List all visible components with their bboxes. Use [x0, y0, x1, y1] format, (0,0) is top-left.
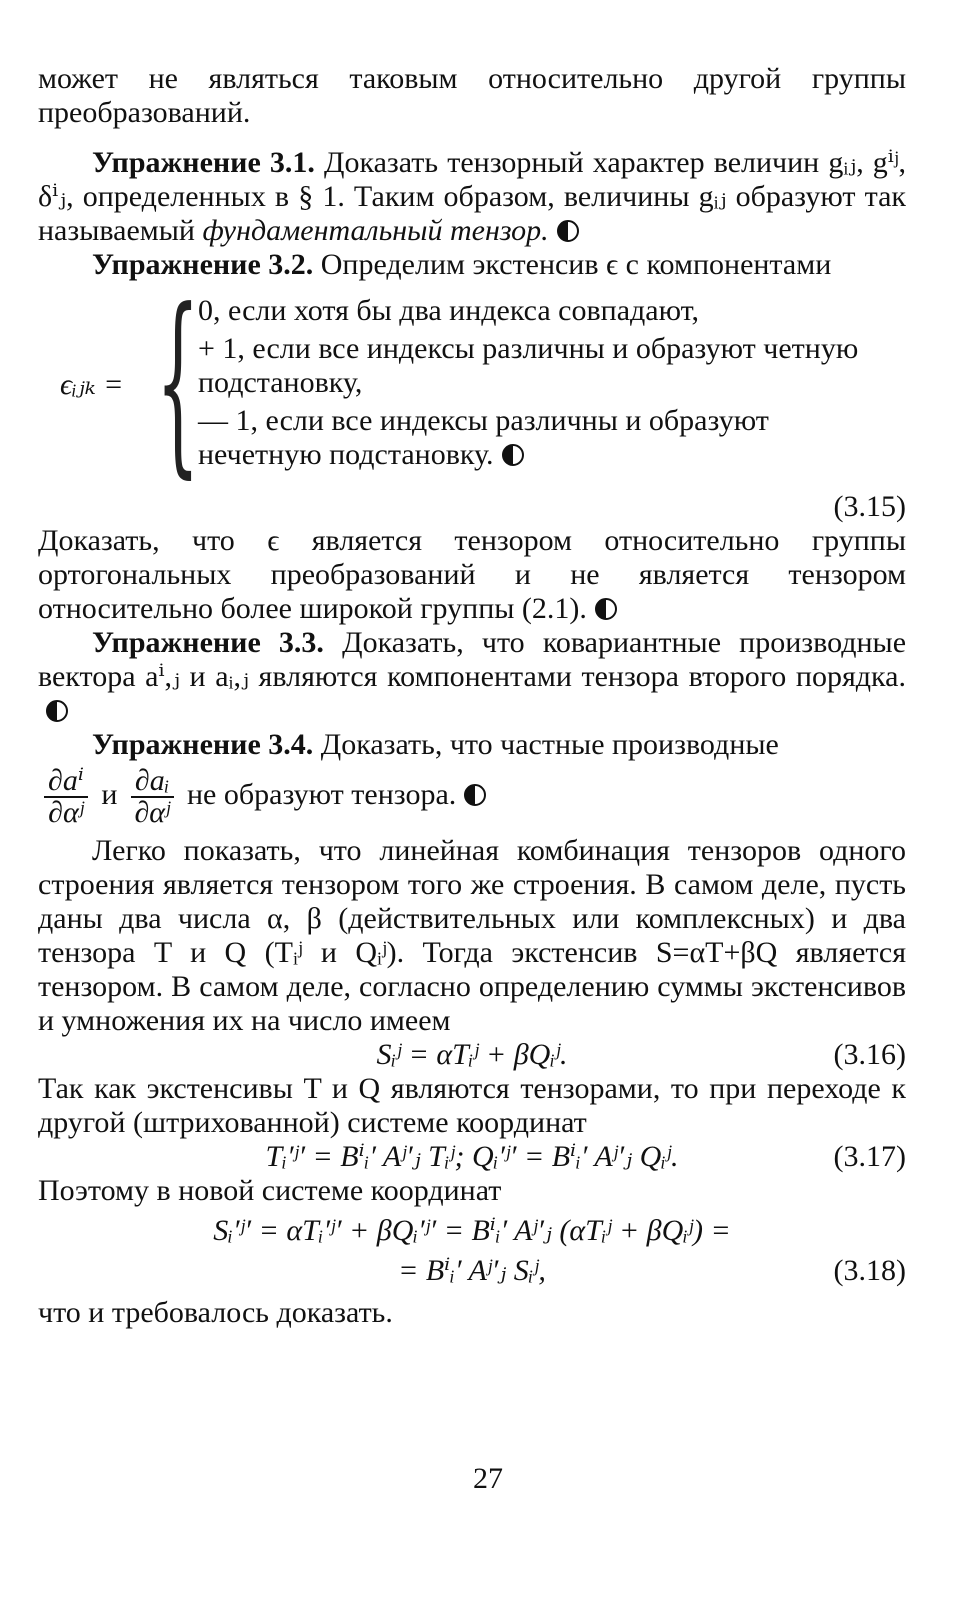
- equation-number: (3.15): [833, 490, 906, 523]
- piecewise-definition: [38, 268, 906, 496]
- exercise-title: Упражнение 3.1.: [92, 146, 315, 179]
- formula-text: Tᵢ′ʲ′ = Bⁱᵢ′ Aʲ′ⱼ Tᵢʲ; Qᵢ′ʲ′ = Bⁱᵢ′ Aʲ′ⱼ Qᵢʲ.: [265, 1140, 679, 1173]
- case-row: [198, 404, 888, 472]
- fraction: [44, 766, 88, 828]
- paragraph-prove: [38, 524, 906, 626]
- page-body: [38, 62, 906, 1330]
- formula-3-18-line-2: [38, 1254, 906, 1288]
- numerator: ∂aᵢ: [131, 766, 174, 798]
- fraction: [131, 766, 174, 828]
- half-moon-icon: [502, 444, 524, 466]
- half-moon-icon: [464, 784, 486, 806]
- half-moon-icon: [557, 220, 579, 242]
- exercise-title: Упражнение 3.4.: [92, 728, 314, 761]
- exercise-3-3: [38, 626, 906, 728]
- conjunction: и: [101, 777, 118, 811]
- exercise-text: Доказать, что ковариантные производные вектора aⁱ,ⱼ и aᵢ,ⱼ являются компонентами тензора второго порядка.: [38, 626, 907, 693]
- exercise-3-4: [38, 728, 906, 762]
- paragraph-transformation: Так как экстенсивы T и Q являются тензорами, то при переходе к другой (штрихованной) системе координат: [38, 1072, 906, 1139]
- formula-3-18-line-1: Sᵢ′ʲ′ = αTᵢ′ʲ′ + βQᵢ′ʲ′ = Bⁱᵢ′ Aʲ′ⱼ (αTᵢʲ + βQᵢʲ) =: [213, 1214, 731, 1247]
- exercise-text: Доказать, что частные производные: [320, 728, 779, 761]
- exercise-text: Определим экстенсив ϵ с компонентами: [320, 248, 832, 281]
- half-moon-icon: [595, 598, 617, 620]
- case-row: + 1, если все индексы различны и образуют четную подстановку,: [198, 332, 859, 399]
- case-rows: [198, 294, 888, 476]
- page-number: 27: [473, 1462, 503, 1495]
- exercise-text: Доказать тензорный характер величин gᵢⱼ, gⁱʲ, δⁱⱼ, определенных в § 1. Таким образом, величины gᵢⱼ образуют так называемый: [38, 146, 907, 247]
- exercise-end: не образуют тензора.: [187, 777, 457, 811]
- paragraph-conclusion: что и требовалось доказать.: [38, 1296, 393, 1329]
- exercise-title: Упражнение 3.2.: [92, 248, 314, 281]
- fraction-line: [38, 766, 906, 828]
- half-moon-icon: [46, 700, 68, 722]
- numerator: ∂aⁱ: [44, 766, 88, 798]
- epsilon-lhs: ϵᵢⱼₖ =: [60, 368, 124, 401]
- prove-text: Доказать, что ϵ является тензором относительно группы ортогональных преобразований и не является тензором относительно более широкой группы (2.1).: [38, 524, 906, 625]
- formula-text: = Bⁱᵢ′ Aʲ′ⱼ Sᵢʲ,: [398, 1254, 546, 1287]
- exercise-italic: фундаментальный тензор.: [202, 214, 549, 247]
- formula-3-17: [38, 1140, 906, 1174]
- exercise-title: Упражнение 3.3.: [92, 626, 324, 659]
- equation-number: (3.18): [833, 1254, 906, 1287]
- paragraph-intro: может не являться таковым относительно другой группы преобразований.: [38, 62, 906, 129]
- case-text: — 1, если все индексы различны и образуют нечетную подстановку.: [198, 404, 769, 471]
- paragraph-new-system: Поэтому в новой системе координат: [38, 1174, 502, 1207]
- left-brace: {: [156, 268, 200, 496]
- denominator: ∂αʲ: [48, 796, 84, 829]
- exercise-3-1: [38, 146, 906, 248]
- formula-3-16: [38, 1038, 906, 1072]
- paragraph-linear-combination: Легко показать, что линейная комбинация тензоров одного строения является тензором того же строения. В самом деле, пусть даны два числа α, β (действительных или комплексных) и два тензора T и Q (Tᵢʲ и Qᵢʲ). Тогда экстенсив S=αT+βQ является тензором. В самом деле, согласно определению суммы экстенсивов и умножения их на число имеем: [38, 834, 906, 1037]
- case-row: 0, если хотя бы два индекса совпадают,: [198, 294, 699, 327]
- equation-number: (3.17): [833, 1140, 906, 1173]
- equation-number: (3.16): [833, 1038, 906, 1071]
- denominator: ∂αʲ: [134, 796, 170, 829]
- formula-text: Sᵢʲ = αTᵢʲ + βQᵢʲ.: [376, 1038, 568, 1071]
